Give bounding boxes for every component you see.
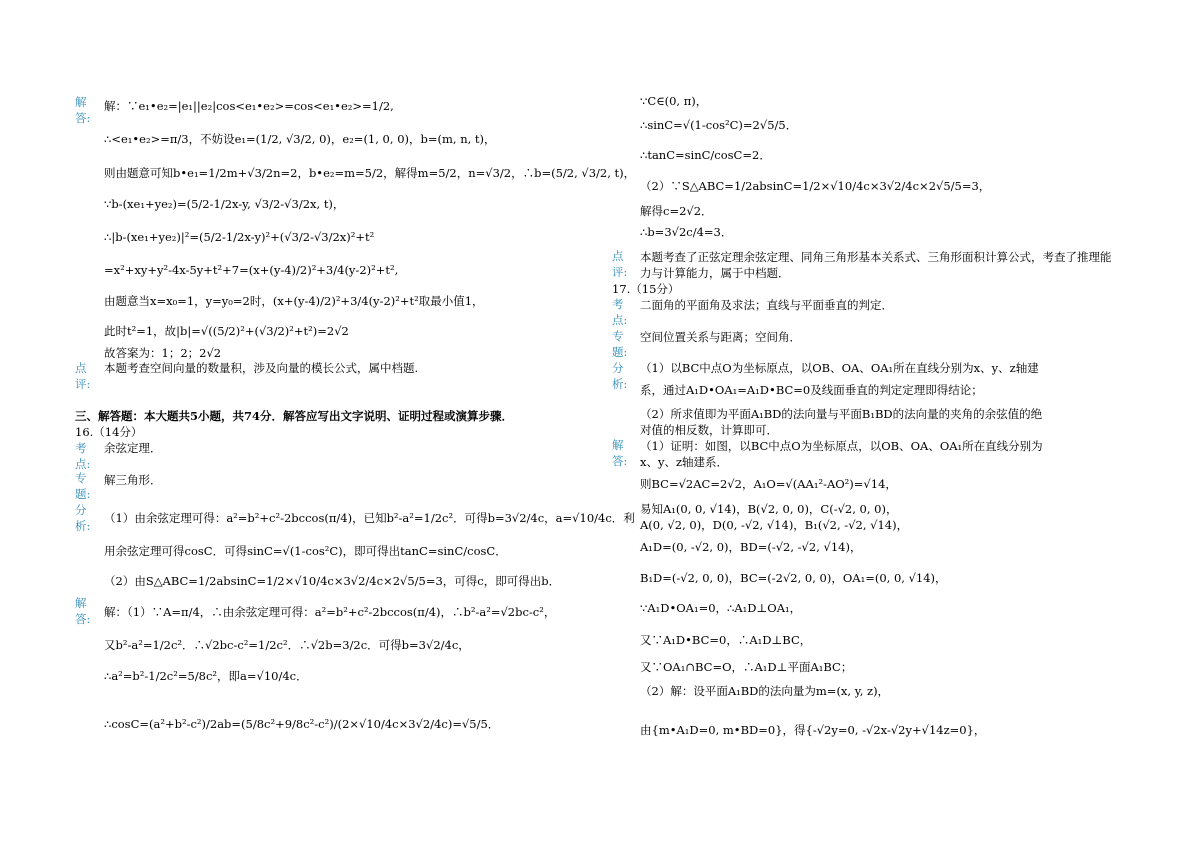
section-label: 评: <box>75 377 91 391</box>
section-label: 题: <box>75 487 91 501</box>
text-line: ∴b=3√2c/4=3． <box>640 225 733 239</box>
section-label: 点 <box>75 361 87 375</box>
text-line: 解：（1）∵A=π/4，∴由余弦定理可得：a²=b²+c²-2bccos(π/4)，∴b²-a²=√2bc-c²， <box>104 605 556 619</box>
section-label: 分 <box>75 503 87 517</box>
text-line: =x²+xy+y²-4x-5y+t²+7=(x+(y-4)/2)²+3/4(y-2)²+t², <box>104 263 399 277</box>
text-line: 本题考查空间向量的数量积，涉及向量的模长公式，属中档题. <box>104 361 419 375</box>
text-line: 用余弦定理可得cosC．可得sinC=√(1-cos²C)，即可得出tanC=sinC/cosC． <box>104 544 507 558</box>
text-line: 17.（15分） <box>612 282 680 296</box>
text-line: ∵C∈(0, π)， <box>640 94 708 108</box>
section-label: 解 <box>612 438 624 452</box>
text-line: ∵b-(xe₁+ye₂)=(5/2-1/2x-y, √3/2-√3/2x, t)， <box>104 197 345 211</box>
section-label: 题: <box>612 345 628 359</box>
text-line: 又∵OA₁∩BC=O，∴A₁D⊥平面A₁BC； <box>640 660 853 674</box>
section-label: 专 <box>612 329 624 343</box>
text-line: 本题考查了正弦定理余弦定理、同角三角形基本关系式、三角形面积计算公式，考查了推理能 <box>640 250 1112 264</box>
section-label: 析: <box>612 377 628 391</box>
text-line: 空间位置关系与距离；空间角． <box>640 330 801 344</box>
text-line: （1）以BC中点O为坐标原点，以OB、OA、OA₁所在直线分别为x、y、z轴建 <box>640 361 1039 375</box>
section-heading: 三、解答题：本大题共5小题，共74分．解答应写出文字说明、证明过程或演算步骤． <box>75 409 514 423</box>
text-line: ∵A₁D•OA₁=0，∴A₁D⊥OA₁， <box>640 601 802 615</box>
section-label: 分 <box>612 361 624 375</box>
text-line: （2）由S△ABC=1/2absinC=1/2×√10/4c×3√2/4c×2√5/5=3，可得c，即可得出b． <box>104 574 561 588</box>
text-line: 16.（14分） <box>75 425 143 439</box>
text-line: 又∵A₁D•BC=0，∴A₁D⊥BC， <box>640 633 812 647</box>
section-label: 评: <box>612 265 628 279</box>
text-line: ∴a²=b²-1/2c²=5/8c²，即a=√10/4c． <box>104 669 308 683</box>
section-label: 专 <box>75 471 87 485</box>
section-label: 点: <box>75 457 91 471</box>
section-label: 答: <box>612 454 628 468</box>
text-line: A(0, √2, 0)，D(0, -√2, √14)，B₁(√2, -√2, √14)， <box>640 518 909 532</box>
text-line: ∴|b-(xe₁+ye₂)|²=(5/2-1/2x-y)²+(√3/2-√3/2x)²+t² <box>104 230 375 244</box>
text-line: 又b²-a²=1/2c²．∴√2bc-c²=1/2c²．∴√2b=3/2c．可得b=3√2/4c， <box>104 638 470 652</box>
text-line: 余弦定理． <box>104 441 162 455</box>
text-line: B₁D=(-√2, 0, 0)，BC=(-2√2, 0, 0)，OA₁=(0, 0, √14)， <box>640 571 947 585</box>
text-line: 力与计算能力，属于中档题． <box>640 266 790 280</box>
section-label: 点 <box>612 249 624 263</box>
text-line: （2）所求值即为平面A₁BD的法向量与平面B₁BD的法向量的夹角的余弦值的绝 <box>640 407 1043 421</box>
section-label: 点: <box>612 313 628 327</box>
text-line: ∴<e₁•e₂>=π/3，不妨设e₁=(1/2, √3/2, 0)，e₂=(1, 0, 0)，b=(m, n, t)， <box>104 132 496 146</box>
text-line: 解：∵e₁•e₂=|e₁||e₂|cos<e₁•e₂>=cos<e₁•e₂>=1/2, <box>104 99 394 113</box>
section-label: 解 <box>75 596 87 610</box>
text-line: 对值的相反数，计算即可． <box>640 423 778 437</box>
text-line: 二面角的平面角及求法；直线与平面垂直的判定． <box>640 298 893 312</box>
text-line: （1）证明：如图，以BC中点O为坐标原点，以OB、OA、OA₁所在直线分别为 <box>640 439 1043 453</box>
text-line: 则由题意可知b•e₁=1/2m+√3/2n=2，b•e₂=m=5/2，解得m=5/2，n=√3/2，∴b=(5/2, √3/2, t)， <box>104 166 636 180</box>
text-line: 故答案为：1；2；2√2 <box>104 346 222 360</box>
section-label: 解 <box>75 95 87 109</box>
text-line: x、y、z轴建系． <box>640 455 729 469</box>
text-line: （2）解：设平面A₁BD的法向量为m=(x, y, z)， <box>640 684 890 698</box>
text-line: 此时t²=1，故|b|=√((5/2)²+(√3/2)²+t²)=2√2 <box>104 324 349 338</box>
section-label: 考 <box>75 441 87 455</box>
text-line: 则BC=√2AC=2√2，A₁O=√(AA₁²-AO²)=√14， <box>640 477 897 491</box>
text-line: 由题意当x=x₀=1，y=y₀=2时，(x+(y-4)/2)²+3/4(y-2)²+t²取最小值1， <box>104 294 484 308</box>
text-line: 解得c=2√2． <box>640 204 713 218</box>
text-line: 解三角形． <box>104 473 162 487</box>
section-label: 答: <box>75 111 91 125</box>
text-line: （1）由余弦定理可得：a²=b²+c²-2bccos(π/4)，已知b²-a²=1/2c²．可得b=3√2/4c，a=√10/4c．利 <box>104 511 635 525</box>
section-label: 析: <box>75 519 91 533</box>
text-line: A₁D=(0, -√2, 0)，BD=(-√2, -√2, √14)， <box>640 540 862 554</box>
section-label: 答: <box>75 612 91 626</box>
text-line: ∴sinC=√(1-cos²C)=2√5/5． <box>640 118 798 132</box>
text-line: 系，通过A₁D•OA₁=A₁D•BC=0及线面垂直的判定定理即得结论； <box>640 383 983 397</box>
text-line: ∴cosC=(a²+b²-c²)/2ab=(5/8c²+9/8c²-c²)/(2×√10/4c×3√2/4c)=√5/5． <box>104 717 500 731</box>
text-line: ∴tanC=sinC/cosC=2． <box>640 148 771 162</box>
text-line: （2）∵S△ABC=1/2absinC=1/2×√10/4c×3√2/4c×2√5/5=3， <box>640 179 991 193</box>
text-line: 易知A₁(0, 0, √14)，B(√2, 0, 0)，C(-√2, 0, 0)， <box>640 502 898 516</box>
section-label: 考 <box>612 297 624 311</box>
text-line: 由{m•A₁D=0, m•BD=0}，得{-√2y=0, -√2x-√2y+√14z=0}， <box>640 723 986 737</box>
